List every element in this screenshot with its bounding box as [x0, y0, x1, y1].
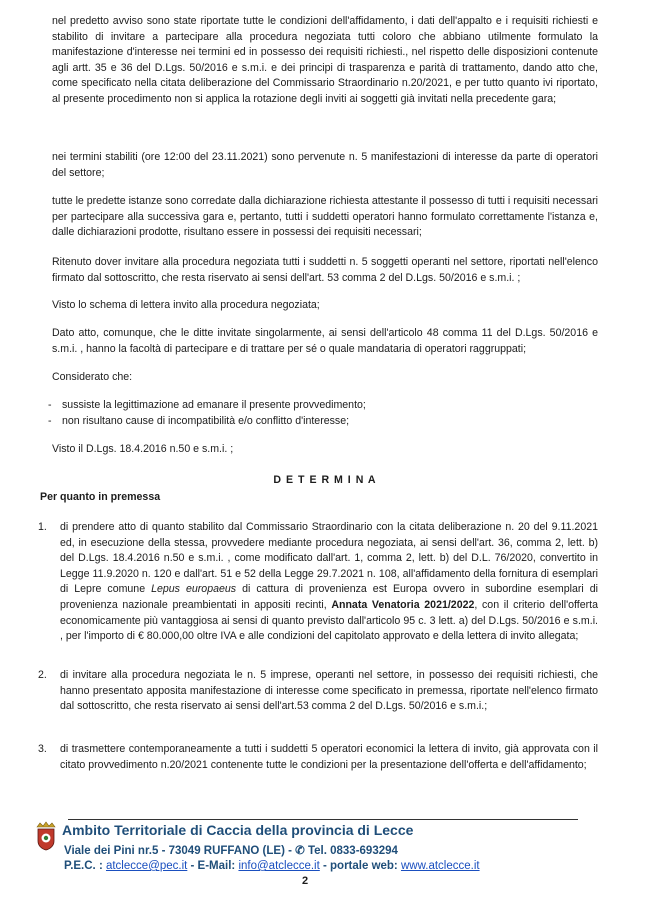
item-1-text [60, 520, 598, 645]
paragraph-dato-atto: Dato atto, comunque, che le ditte invitate singolarmente, ai sensi dell'articolo 48 comma 11 del D.Lgs. 50/2016 e s.m.i. , hanno la facoltà di partecipare e di trattare per sé o quale mandataria di operatori raggruppati; [52, 327, 598, 355]
paragraph-avviso: nel predetto avviso sono state riportate tutte le condizioni dell'affidamento, i dati dell'appalto e i requisiti richiesti e stabilito di invitare a partecipare alla procedura negoziata tutti coloro che abbiano utilmente formulato la manifestazione d'interesse nei termini ed in possesso dei requisiti richiesti., nel rispetto delle disposizioni contenute agli artt. 35 e 36 del D.Lgs. 50/2016 e s.m.i. e dei principi di trasparenza e parità di trattamento, dando atto che, come specificato nella citata deliberazione del Commissario Straordinario n.20/2021, e per tutto quanto ivi riportato, al presente procedimento non si applica la rotazione degli inviti ai soggetti già invitati nella precedente gara; [52, 15, 598, 105]
section-subheading: Per quanto in premessa [40, 491, 161, 503]
paragraph-visto-dlgs: Visto il D.Lgs. 18.4.2016 n.50 e s.m.i. ; [52, 443, 234, 455]
atc-logo-icon [35, 821, 57, 851]
hunting-season: Annata Venatoria 2021/2022 [331, 598, 475, 611]
email-link[interactable]: info@atclecce.it [238, 860, 320, 872]
item-number: 1. [38, 521, 47, 533]
bullet-dash: - [48, 415, 52, 427]
email-label: - E-Mail: [187, 860, 239, 872]
page-number: 2 [302, 875, 309, 887]
footer-contacts [64, 860, 480, 872]
footer-divider [68, 819, 578, 820]
website-link[interactable]: www.atclecce.it [400, 860, 480, 872]
section-heading-determina: D E T E R M I N A [273, 474, 377, 486]
paragraph-considerato: Considerato che: [52, 371, 133, 383]
web-label: - portale web: [319, 860, 401, 872]
item-2-text: di invitare alla procedura negoziata le n. 5 imprese, operanti nel settore, in possesso dei requisiti richiesti, che hanno presentato apposita manifestazione di interesse come specificato in premessa, riportate nell'elenco firmato dal sottoscritto, che resta riservato ai sensi dell'art.53 comma 2 del D.Lgs. 50/2016 e s.m.i.; [60, 669, 598, 713]
footer-address: Viale dei Pini nr.5 - 73049 RUFFANO (LE) - ✆ Tel. 0833-693294 [64, 845, 398, 857]
bullet-dash: - [48, 399, 52, 411]
paragraph-termini: nei termini stabiliti (ore 12:00 del 23.11.2021) sono pervenute n. 5 manifestazioni di interesse da parte di operatori del settore; [52, 151, 598, 179]
paragraph-ritenuto: Ritenuto dover invitare alla procedura negoziata tutti i suddetti n. 5 soggetti operanti nel settore, riportati nell'elenco firmato dal sottoscritto, che resta riservato ai sensi dell'art. 53 comma 2 del D.Lgs. 50/2016 e s.m.i. ; [52, 256, 598, 284]
item-1-part: di prendere atto di quanto stabilito dal Commissario Straordinario con la citata deliberazione n. 20 del 9.11.2021 ed, in esecuzione della stessa, provvedere mediante procedura negoziata, ai sensi dell'art. 36, comma 2, lett. b) del D.Lgs. 18.4.2016 n.50 e s.m.i. , come modificato dall'art. 1, comma 2, lett. b) del D.L. 76/2020, convertito in Legge 11.9.2020 n. 120 e dall'art. 51 e 52 della Legge 29.7.2021 n. 108, all'affidamento della fornitura di esemplari di Lepre comune [60, 521, 598, 596]
species-name: Lepus europaeus [151, 583, 237, 596]
paragraph-istanze: tutte le predette istanze sono corredate dalla dichiarazione richiesta attestante il possesso di tutti i requisiti necessari per partecipare alla successiva gara e, pertanto, tutti i suddetti operatori hanno formulato correttamente l'istanza e, dalle dichiarazioni prodotte, risultano essere in possessi dei requisiti necessari; [52, 195, 598, 239]
item-3-text: di trasmettere contemporaneamente a tutti i suddetti 5 operatori economici la lettera di invito, già approvata con il citato provvedimento n.20/2021 contenente tutte le condizioni per la presentazione dell'offerta e dell'affidamento; [60, 743, 598, 771]
item-1-part: di cattura di provenienza est Europa ovvero in subordine esemplari di provenienza nazionale preambientati in appositi recinti, [60, 583, 598, 611]
bullet-legittimazione: sussiste la legittimazione ad emanare il presente provvedimento; [62, 399, 366, 411]
item-1-part: , con il criterio dell'offerta economicamente più vantaggiosa ai sensi di quanto previsto dall'articolo 95 c. 3 lett. a) del D.Lgs. 50/2016 e s.m.i. , per l'importo di € 80.000,00 oltre IVA e alle condizioni del capitolato approvato e della lettera di invito allegata; [60, 598, 598, 643]
item-number: 3. [38, 743, 47, 755]
bullet-incompatibilita: non risultano cause di incompatibilità e/o conflitto d'interesse; [62, 415, 350, 427]
paragraph-visto-schema: Visto lo schema di lettera invito alla procedura negoziata; [52, 299, 320, 311]
pec-label: P.E.C. : [64, 860, 106, 872]
pec-link[interactable]: atclecce@pec.it [105, 860, 188, 872]
item-number: 2. [38, 669, 47, 681]
footer-organization: Ambito Territoriale di Caccia della provincia di Lecce [62, 822, 414, 838]
